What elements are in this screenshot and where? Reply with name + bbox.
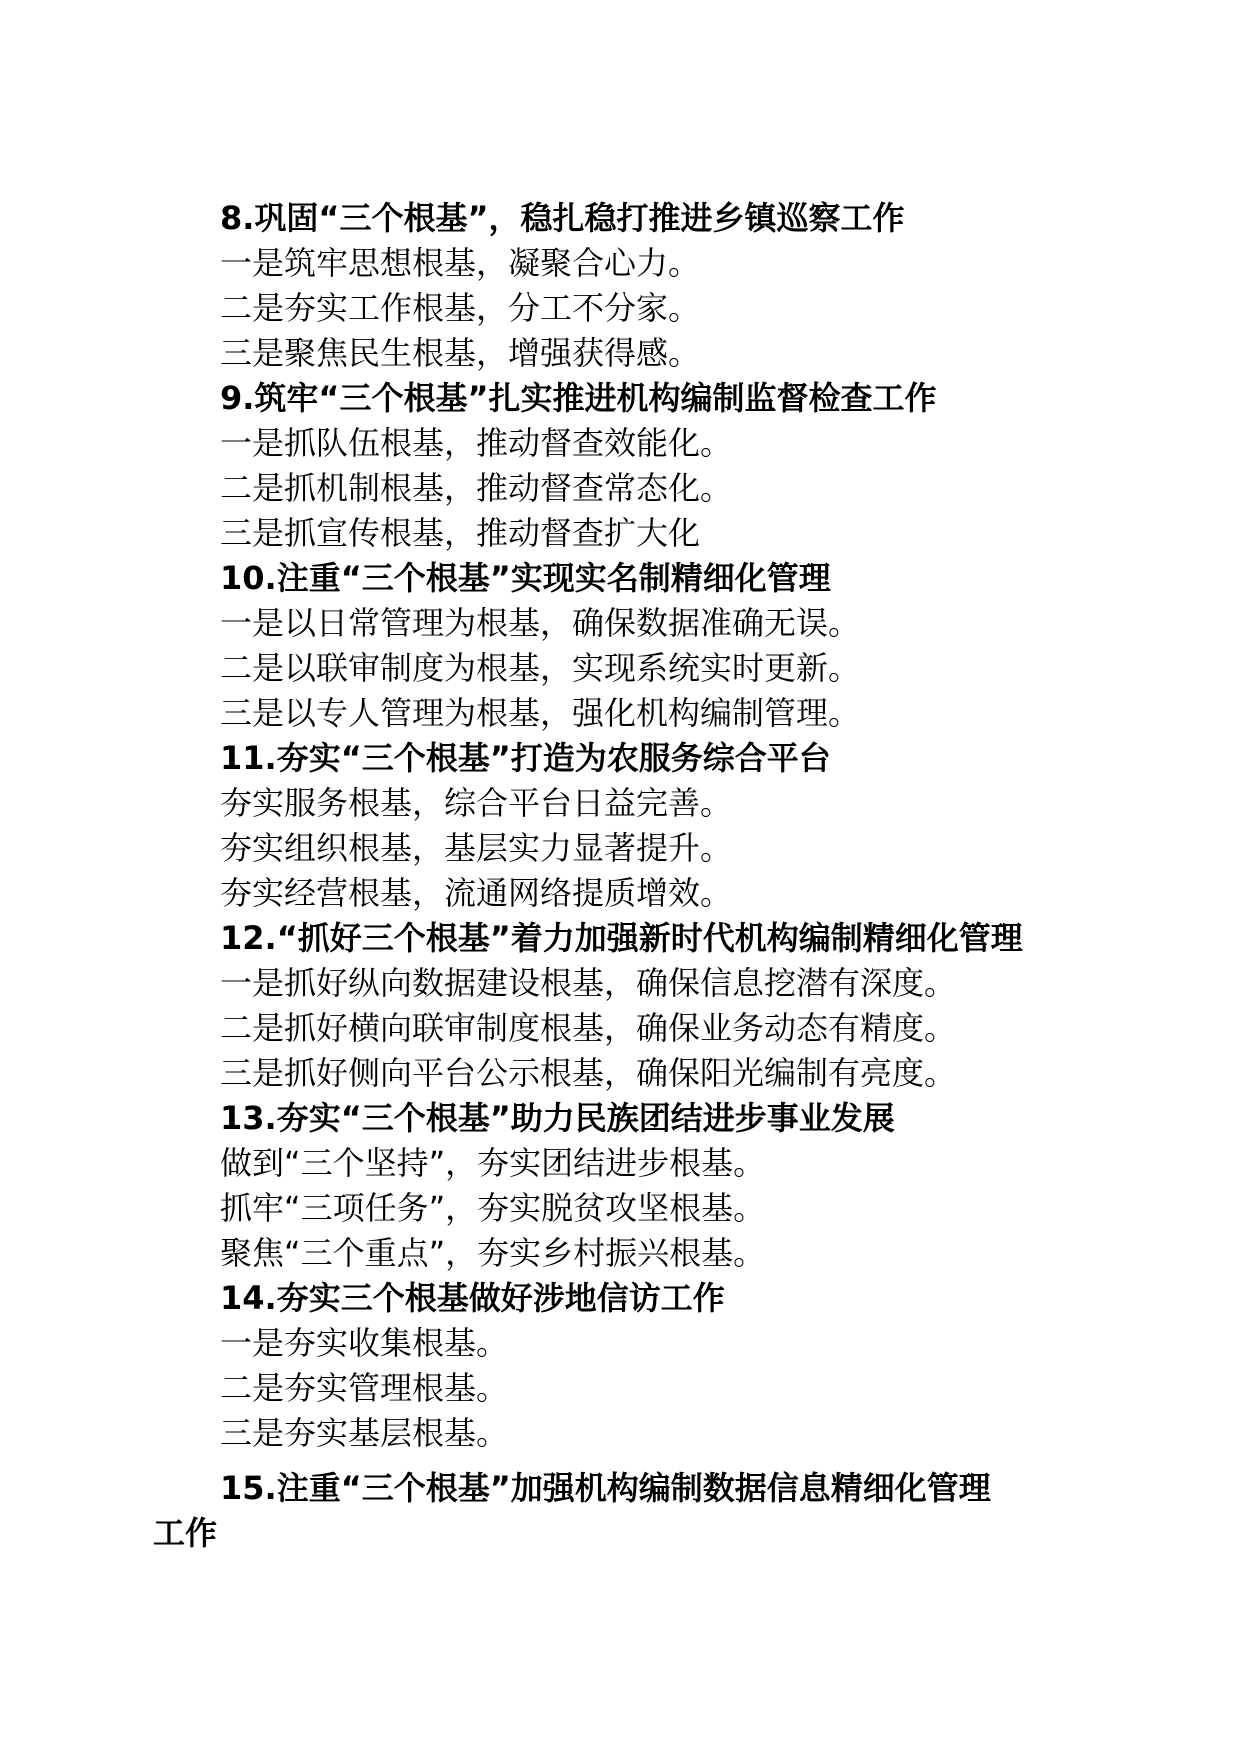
final-section-heading — [153, 1466, 1113, 1556]
section-item: 一是以日常管理为根基，确保数据准确无误。 — [220, 604, 861, 642]
document-body — [220, 196, 1120, 1456]
section-heading: 8.巩固“三个根基”，稳扎稳打推进乡镇巡察工作 — [220, 199, 905, 237]
final-heading-line-2: 工作 — [153, 1514, 218, 1552]
section-item: 夯实经营根基，流通网络提质增效。 — [220, 874, 733, 912]
section-item: 二是夯实管理根基。 — [220, 1369, 509, 1407]
section-item: 抓牢“三项任务”，夯实脱贫攻坚根基。 — [220, 1189, 766, 1227]
section-heading: 10.注重“三个根基”实现实名制精细化管理 — [220, 559, 831, 597]
section-item: 三是抓宣传根基，推动督查扩大化 — [220, 514, 701, 552]
section-item: 做到“三个坚持”，夯实团结进步根基。 — [220, 1144, 766, 1182]
section-heading: 14.夯实三个根基做好涉地信访工作 — [220, 1279, 725, 1317]
section-item: 二是以联审制度为根基，实现系统实时更新。 — [220, 649, 861, 687]
section-item: 夯实组织根基，基层实力显著提升。 — [220, 829, 733, 867]
section-item: 一是夯实收集根基。 — [220, 1324, 509, 1362]
section-item: 二是夯实工作根基，分工不分家。 — [220, 289, 701, 327]
section-heading: 9.筑牢“三个根基”扎实推进机构编制监督检查工作 — [220, 379, 937, 417]
section-item: 三是夯实基层根基。 — [220, 1414, 509, 1452]
section-item: 一是抓队伍根基，推动督查效能化。 — [220, 424, 733, 462]
final-heading-line-1: 15.注重“三个根基”加强机构编制数据信息精细化管理 — [220, 1469, 991, 1507]
section-item: 夯实服务根基，综合平台日益完善。 — [220, 784, 733, 822]
section-item: 二是抓好横向联审制度根基，确保业务动态有精度。 — [220, 1009, 957, 1047]
section-item: 三是聚焦民生根基，增强获得感。 — [220, 334, 701, 372]
section-item: 三是以专人管理为根基，强化机构编制管理。 — [220, 694, 861, 732]
section-item: 二是抓机制根基，推动督查常态化。 — [220, 469, 733, 507]
section-item: 三是抓好侧向平台公示根基，确保阳光编制有亮度。 — [220, 1054, 957, 1092]
section-heading: 12.“抓好三个根基”着力加强新时代机构编制精细化管理 — [220, 919, 1023, 957]
section-heading: 13.夯实“三个根基”助力民族团结进步事业发展 — [220, 1099, 895, 1137]
section-heading: 11.夯实“三个根基”打造为农服务综合平台 — [220, 739, 831, 777]
section-item: 聚焦“三个重点”，夯实乡村振兴根基。 — [220, 1234, 766, 1272]
section-item: 一是筑牢思想根基，凝聚合心力。 — [220, 244, 701, 282]
section-item: 一是抓好纵向数据建设根基，确保信息挖潜有深度。 — [220, 964, 957, 1002]
